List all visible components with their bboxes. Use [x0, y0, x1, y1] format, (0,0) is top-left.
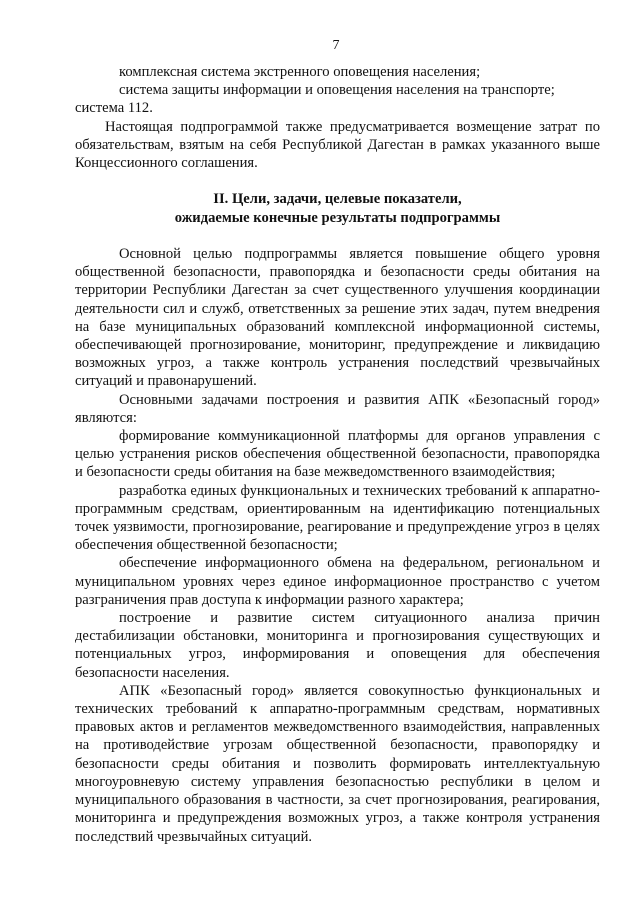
- task-paragraph-3: обеспечение информационного обмена на федеральном, региональном и муниципальном уровнях через единое информационное пространство с учетом разграничения прав доступа к информации разного характера;: [75, 555, 600, 608]
- intro-line-1: комплексная система экстренного оповещения населения;: [119, 64, 481, 80]
- tasks-intro-paragraph: Основными задачами построения и развития АПК «Безопасный город» являются:: [75, 391, 600, 426]
- section-heading-line-2: ожидаемые конечные результаты подпрограммы: [174, 209, 501, 226]
- task-paragraph-1: формирование коммуникационной платформы для органов управления с целью устранения рисков обеспечения общественной безопасности, правопорядка и безопасности среды обитания на базе межведомственного взаимодействия;: [75, 428, 600, 481]
- section-heading: [75, 190, 600, 227]
- task-paragraph-4: построение и развитие систем ситуационного анализа причин дестабилизации обстановки, мониторинга и прогнозирования существующих и потенциальных угроз, информирования и оповещения для обеспечения безопасности населения.: [75, 610, 600, 681]
- intro-line-2: система защиты информации и оповещения населения на транспорте;: [119, 82, 555, 99]
- task-paragraph-2: разработка единых функциональных и технических требований к аппаратно-программным средствам, ориентированным на идентификацию потенциальных точек уязвимости, прогнозирование, реагирование и предупреждение угроз в целях обеспечения общественной безопасности;: [75, 482, 600, 554]
- apk-definition-paragraph: АПК «Безопасный город» является совокупностью функциональных и технических требований к аппаратно-программным средствам, нормативных правовых актов и регламентов межведомственного взаимодействия, направленных на противодействие угрозам общественной безопасности, правопорядку и безопасности среды обитания и позволить формировать интеллектуальную многоуровневую систему управления безопасностью республики в целом и муниципального образования в частности, за счет прогнозирования, реагирования, мониторинга и предупреждения возможных угроз, а также контроля устранения последствий чрезвычайных ситуаций.: [75, 682, 600, 845]
- intro-block: [75, 63, 600, 172]
- section-heading-line-1: II. Цели, задачи, целевые показатели,: [213, 191, 462, 207]
- intro-line-3: система 112.: [75, 100, 153, 117]
- goal-paragraph: Основной целью подпрограммы является повышение общего уровня общественной безопасности, правопорядка и безопасности среды обитания на территории Республики Дагестан за счет существенного улучшения координации деятельности сил и служб, ответственных за решение этих задач, путем внедрения на базе муниципальных образований комплексной информационной системы, обеспечивающей прогнозирование, мониторинг, предупреждение и ликвидацию возможных угроз, а также контроль устранения последствий чрезвычайных ситуаций и правонарушений.: [75, 246, 600, 390]
- intro-paragraph: Настоящая подпрограммой также предусматривается возмещение затрат по обязательствам, взятым на себя Республикой Дагестан в рамках указанного выше Концессионного соглашения.: [75, 118, 600, 172]
- body-block: [75, 245, 600, 846]
- page-number: 7: [332, 38, 340, 53]
